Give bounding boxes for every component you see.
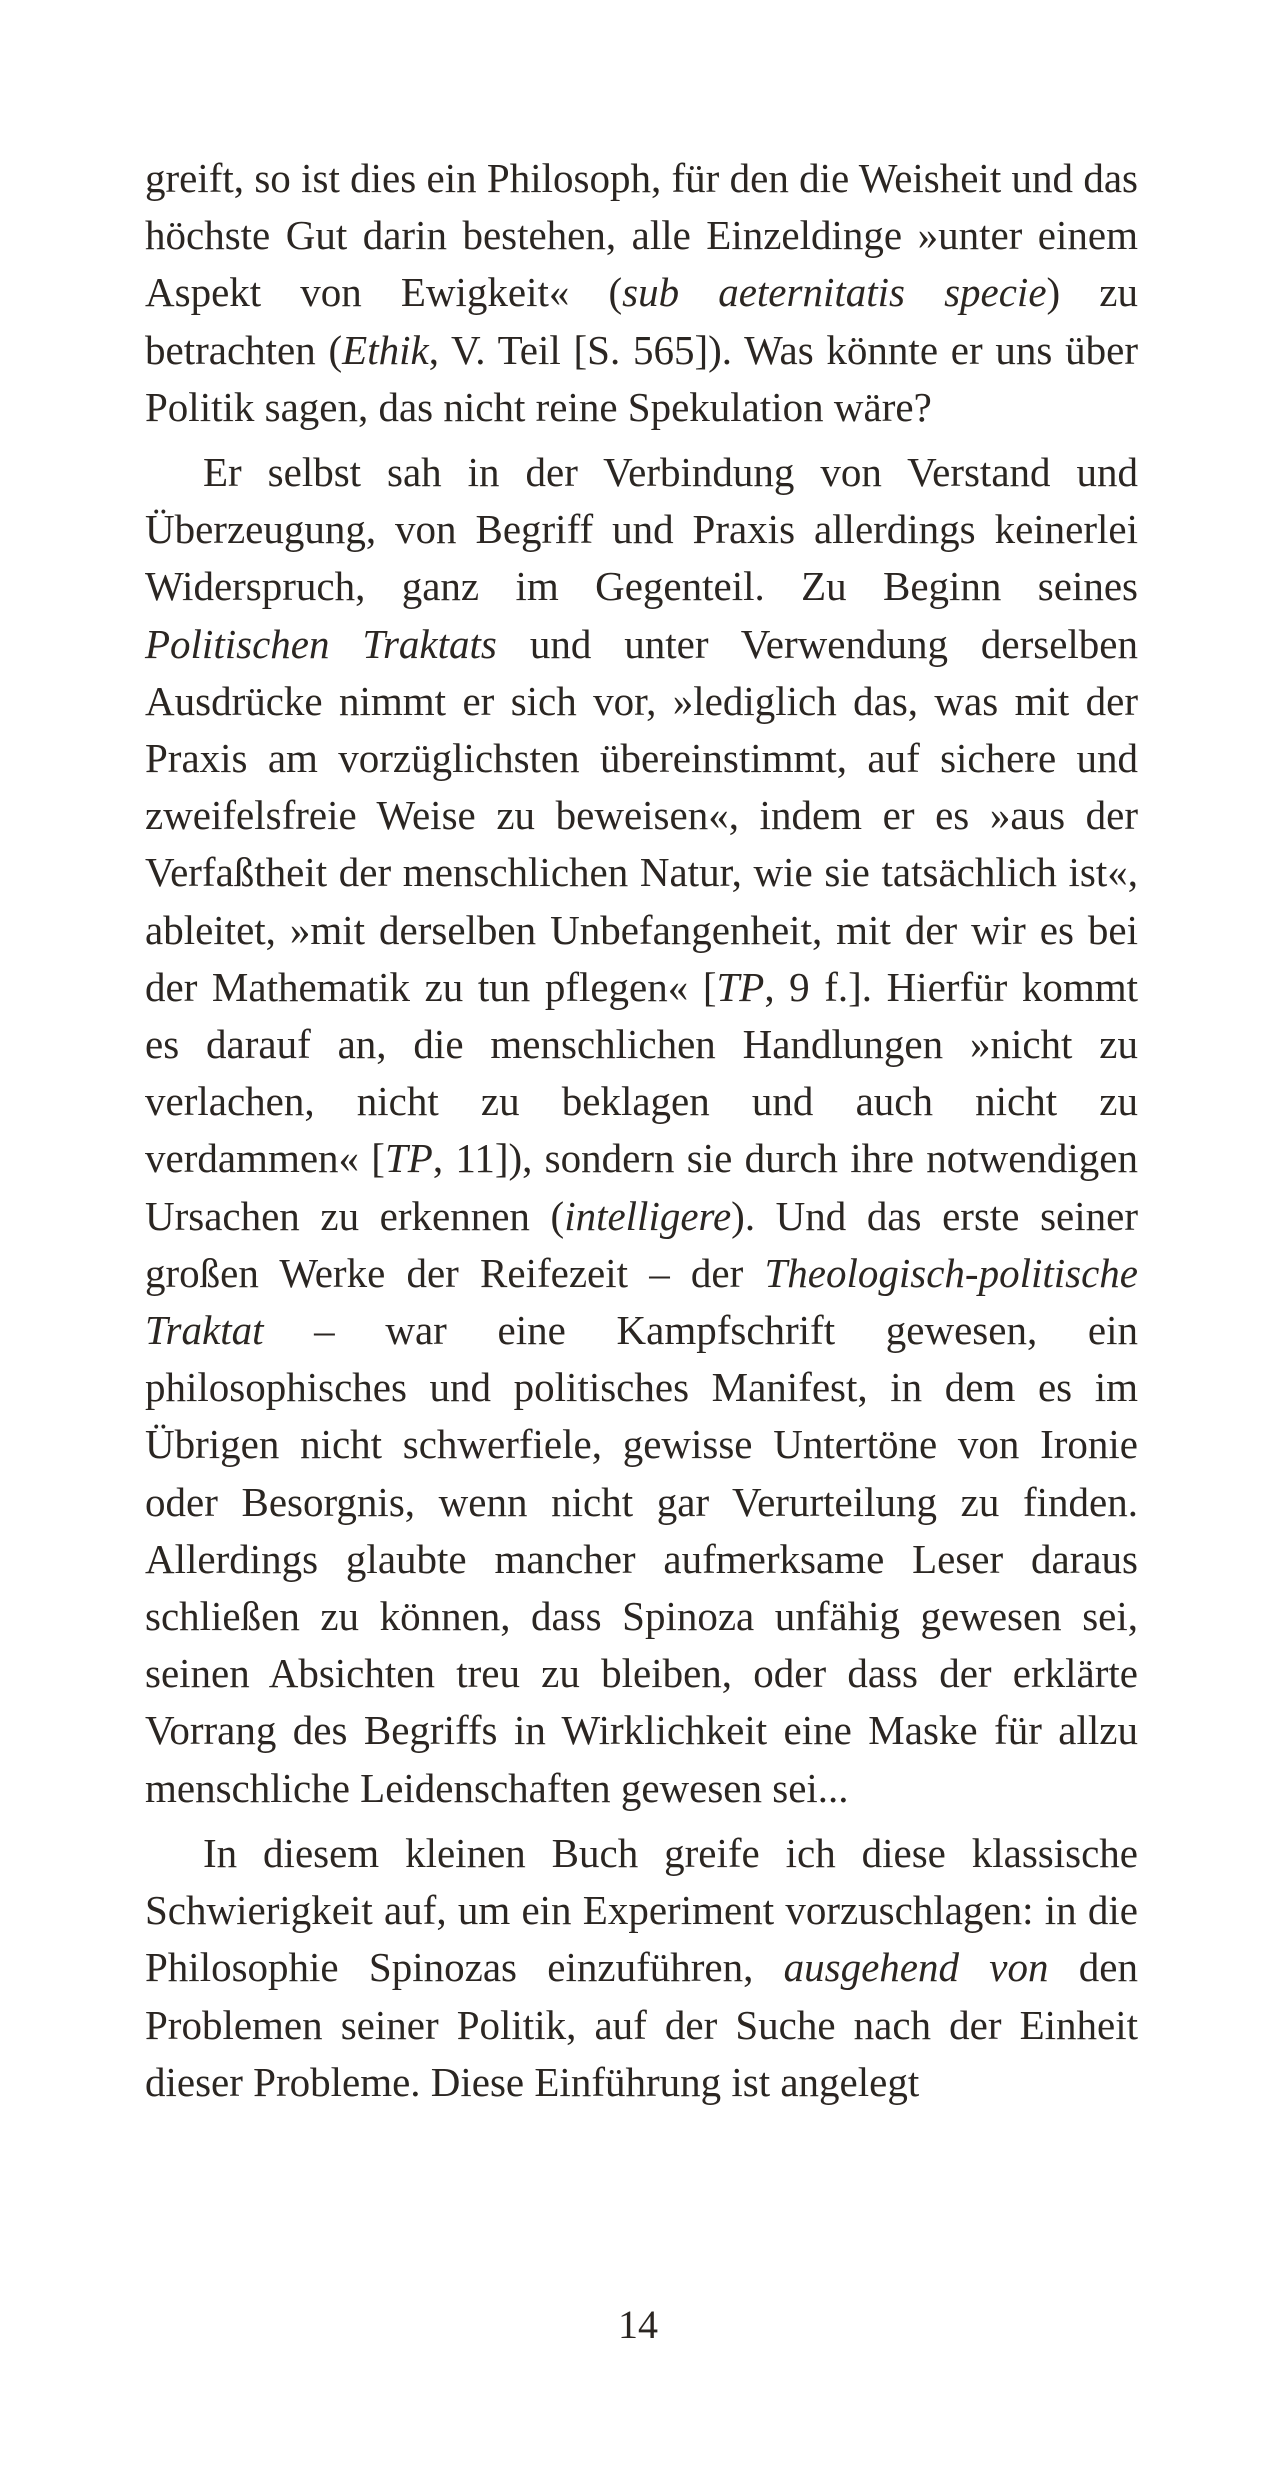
italic-segment: ausgehend von <box>783 1944 1049 1991</box>
italic-segment: TP <box>384 1135 433 1182</box>
text-segment: greift, so ist dies ein Philosoph, für den die Weisheit und das höchste Gut darin bestehen, alle Einzeldinge »unter einem Aspekt von Ewigkeit« ( <box>145 155 1138 316</box>
text-segment: In diesem kleinen Buch greife ich diese klassische Schwierigkeit auf, um ein Experiment vorzuschlagen: in die Philosophie Spinozas einzuführen, <box>145 1829 1138 1991</box>
text-segment: – war eine Kampfschrift gewesen, ein philosophisches und politisches Manifest, in dem es im Übrigen nicht schwerfiele, gewisse Untertöne von Ironie oder Besorgnis, wenn nicht gar Verurteilung zu finden. Allerdings glaubte mancher aufmerksame Leser daraus schließen zu können, dass Spinoza unfähig gewesen sei, seinen Absichten treu zu bleiben, oder dass der erklärte Vorrang des Begriffs in Wirklichkeit eine Maske für allzu menschliche Leidenschaften gewesen sei... <box>145 1307 1138 1811</box>
page-number: 14 <box>618 2302 658 2347</box>
paragraph-3 <box>145 1825 1138 2111</box>
italic-segment: intelligere <box>564 1192 732 1239</box>
italic-segment: Ethik <box>342 326 429 373</box>
italic-segment: TP <box>716 963 765 1010</box>
italic-segment: Politischen Traktats <box>145 620 497 667</box>
paragraph-1 <box>145 150 1138 436</box>
text-segment: Er selbst sah in der Verbindung von Verstand und Überzeugung, von Begriff und Praxis allerdings keinerlei Widerspruch, ganz im Gegenteil. Zu Beginn seines <box>145 449 1138 610</box>
text-segment: , V. Teil [S. 565]). Was könnte er uns über Politik sagen, das nicht reine Spekulation wäre? <box>145 326 1138 430</box>
italic-segment: sub aeternitatis specie <box>622 269 1047 316</box>
text-segment: und unter Verwendung derselben Ausdrücke nimmt er sich vor, »lediglich das, was mit der Praxis am vorzüglichsten übereinstimmt, auf sichere und zweifelsfreie Weise zu beweisen«, indem er es »aus der Verfaßtheit der menschlichen Natur, wie sie tatsächlich ist«, ableitet, »mit derselben Unbefangenheit, mit der wir es bei der Mathematik zu tun pflegen« [ <box>145 620 1138 1010</box>
paragraph-2 <box>145 444 1138 1817</box>
text-segment: , 11]), sondern sie durch ihre notwendigen Ursachen zu erkennen ( <box>145 1135 1138 1239</box>
body-text <box>145 150 1138 2111</box>
text-segment: den Problemen seiner Politik, auf der Suche nach der Einheit dieser Probleme. Diese Einführung ist angelegt <box>145 1944 1138 2105</box>
italic-segment: Theologisch-politische Traktat <box>145 1249 1138 1354</box>
text-segment: , 9 f.]. Hierfür kommt es darauf an, die menschlichen Handlungen »nicht zu verlachen, nicht zu beklagen und auch nicht zu verdammen« [ <box>145 963 1138 1182</box>
text-segment: ). Und das erste seiner großen Werke der Reifezeit – der <box>145 1192 1138 1296</box>
text-segment: ) zu betrachten ( <box>145 269 1138 373</box>
